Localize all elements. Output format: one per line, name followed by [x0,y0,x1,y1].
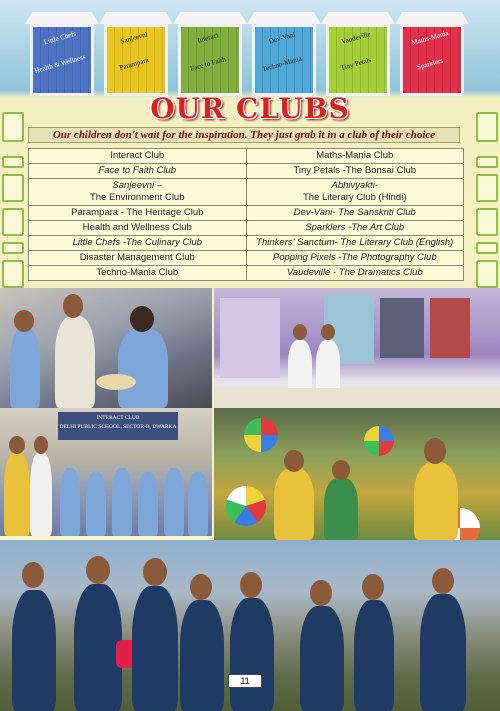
art-display [220,298,280,378]
page-title: OUR CLUBS [150,92,350,125]
table-row [29,221,464,236]
club-name: Sparklers -The Art Club [305,222,405,233]
club-cell [246,251,464,266]
hut-label: Tiny Petals [339,55,373,73]
club-cell: Tiny Petals -The Bonsai Club [246,164,464,179]
club-name: Sanjeevni – [112,180,163,191]
table-row [29,149,464,164]
photo-art-exhibition [214,288,500,408]
hut-label: Dev-Vani [267,30,296,46]
club-name: Face to Faith Club [98,165,177,176]
right-frame-decoration [474,112,500,292]
hut-5 [398,12,466,96]
hut-label: Parampara [118,56,150,72]
club-cell: Health and Wellness Club [29,221,247,236]
club-name: Popping Pixels -The Photography Club [272,252,437,263]
club-cell [246,206,464,221]
club-cell [29,164,247,179]
hut-label: Face to Faith [189,55,227,73]
table-row [29,266,464,281]
club-cell [29,236,247,251]
interact-club-banner [58,412,178,440]
club-cell [246,221,464,236]
club-huts-banner [28,12,468,98]
club-name: Little Chefs -The Culinary Club [72,237,202,248]
club-name: Abhivyakti- [331,180,378,191]
club-name: Thinkers' Sanctum- The Literary Club (English) [256,237,454,248]
club-name: Vaudeville - The Dramatics Club [286,267,423,278]
hut-label: Interact [196,31,220,45]
hut-label: Maths-Mania [410,28,450,48]
tagline: Our children don't wait for the inspiration. They just grab it in a club of their choice [28,127,460,143]
table-row [29,206,464,221]
club-cell: Maths-Mania Club [246,149,464,164]
photo-interact-club [0,408,212,536]
club-cell: Techno-Mania Club [29,266,247,281]
left-frame-decoration [0,112,26,292]
hut-label: Sparklers [416,56,444,72]
hut-label: Techno-Mania [261,54,303,74]
club-desc: The Literary Club (Hindi) [303,192,407,203]
table-row [29,164,464,179]
pinwheel-icon [226,486,266,526]
hut-label: Vaudeville [340,30,372,46]
club-cell [29,179,247,206]
club-desc: The Environment Club [89,192,185,203]
club-cell [246,266,464,281]
hut-3 [250,12,318,96]
club-name: Dev-Vani- The Sanskriti Club [293,207,416,218]
cooking-plate [96,374,136,390]
banner-line: DELHI PUBLIC SCHOOL, SECTOR-B, DWARKA [59,424,177,430]
hut-label: Little Chefs [42,29,78,47]
pinwheel-icon [364,426,394,456]
photo-art-club-pinwheels [214,408,500,540]
club-cell [246,236,464,251]
table-row [29,251,464,266]
table-row [29,236,464,251]
club-cell: Parampara - The Heritage Club [29,206,247,221]
banner-line: INTERACT CLUB [96,415,140,421]
hut-4 [324,12,392,96]
pinwheel-icon [244,418,278,452]
table-row [29,179,464,206]
club-cell [246,179,464,206]
clubs-table [28,148,464,281]
hut-2 [176,12,244,96]
hut-1 [102,12,170,96]
photo-culinary-club [0,288,212,408]
hut-label: Health & Wellness [33,52,87,76]
hut-0 [28,12,96,96]
page-number: 11 [228,674,262,688]
club-cell: Interact Club [29,149,247,164]
club-cell: Disaster Management Club [29,251,247,266]
hut-label: Sanjeevni [119,30,149,46]
